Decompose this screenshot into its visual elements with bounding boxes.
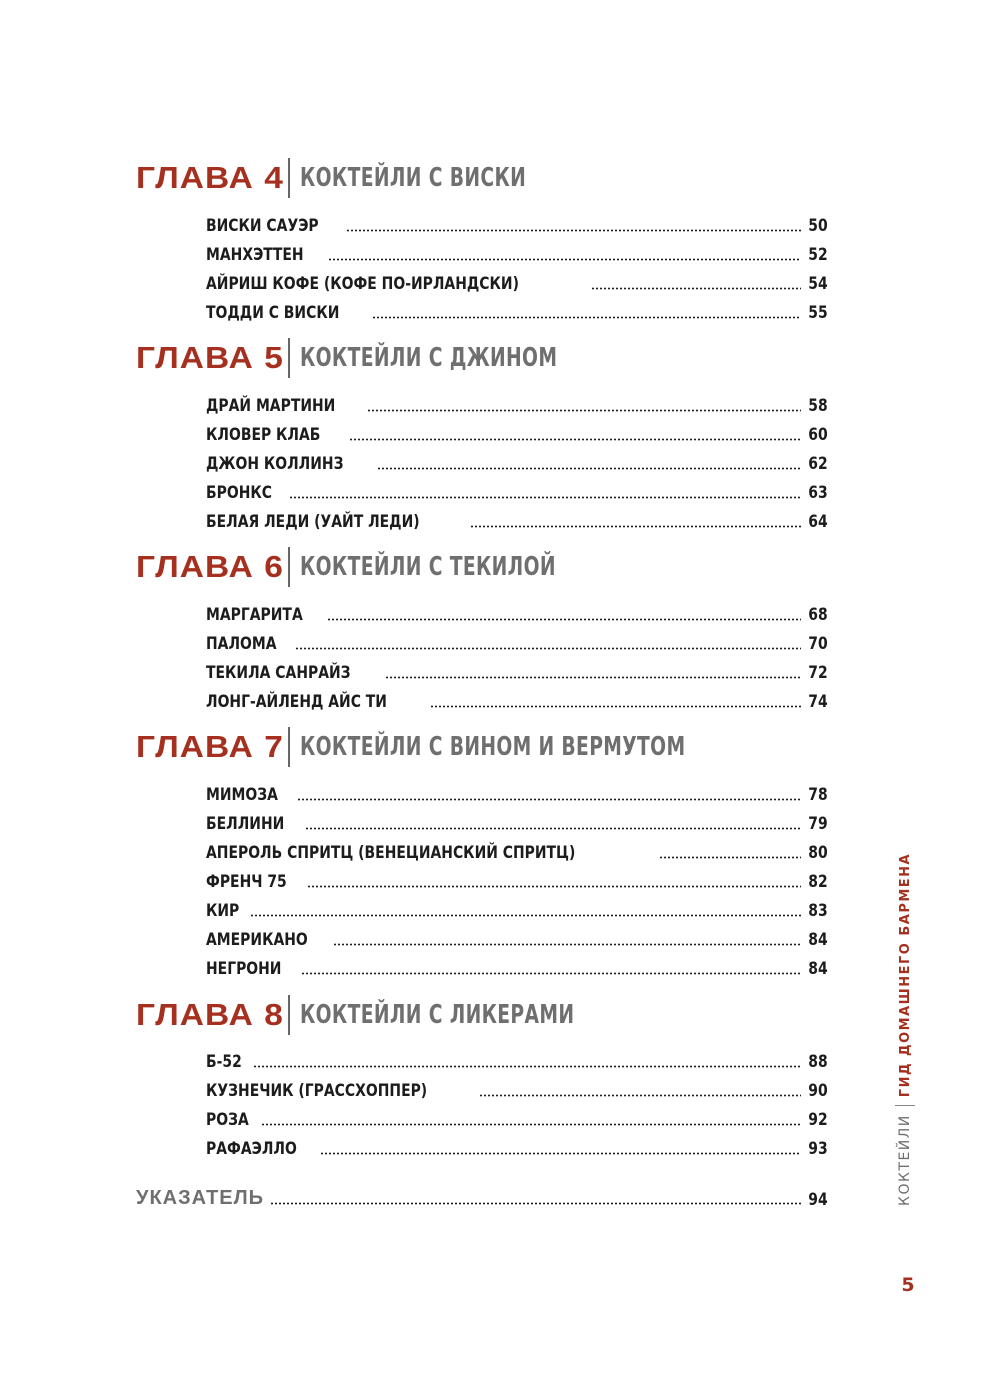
entry-title: АЙРИШ КОФЕ (КОФЕ ПО-ИРЛАНДСКИ) bbox=[206, 274, 519, 294]
entry-page: 55 bbox=[808, 303, 828, 323]
chapter-title: КОКТЕЙЛИ С ВИНОМ И ВЕРМУТОМ bbox=[299, 732, 685, 762]
dot-leader bbox=[320, 1152, 802, 1155]
entry-page: 60 bbox=[808, 425, 828, 445]
dot-leader bbox=[333, 943, 801, 946]
toc-entry[interactable] bbox=[206, 897, 828, 921]
dot-leader bbox=[289, 496, 801, 499]
entry-title: БРОНКС bbox=[206, 483, 272, 503]
entry-title: АМЕРИКАНО bbox=[206, 930, 308, 950]
toc-entry[interactable] bbox=[206, 241, 828, 265]
page-number: 5 bbox=[901, 1274, 915, 1296]
entry-title: ПАЛОМА bbox=[206, 634, 277, 654]
entry-page: 72 bbox=[808, 663, 828, 683]
entry-page: 79 bbox=[808, 814, 828, 834]
toc-entry[interactable] bbox=[206, 392, 828, 416]
entry-title: РОЗА bbox=[206, 1110, 249, 1130]
chapter-title: КОКТЕЙЛИ С ДЖИНОМ bbox=[299, 343, 557, 373]
toc-entry[interactable] bbox=[206, 270, 828, 294]
toc-entry[interactable] bbox=[206, 1106, 828, 1130]
entry-page: 90 bbox=[808, 1081, 828, 1101]
entry-page: 83 bbox=[808, 901, 828, 921]
chapter-title: КОКТЕЙЛИ С ВИСКИ bbox=[299, 163, 526, 193]
toc-entry[interactable] bbox=[206, 601, 828, 625]
index-page: 94 bbox=[808, 1190, 828, 1210]
chapter-8-heading[interactable] bbox=[136, 993, 681, 1037]
entry-title: Б-52 bbox=[206, 1052, 242, 1072]
entry-page: 92 bbox=[808, 1110, 828, 1130]
entry-page: 78 bbox=[808, 785, 828, 805]
dot-leader bbox=[479, 1094, 802, 1097]
entry-title: БЕЛЛИНИ bbox=[206, 814, 285, 834]
toc-entry[interactable] bbox=[206, 659, 828, 683]
chapter-4-heading[interactable] bbox=[136, 156, 614, 200]
entry-title: ДЖОН КОЛЛИНЗ bbox=[206, 454, 344, 474]
entry-page: 52 bbox=[808, 245, 828, 265]
index-label: УКАЗАТЕЛЬ bbox=[136, 1187, 265, 1209]
entry-title: ЛОНГ-АЙЛЕНД АЙС ТИ bbox=[206, 692, 387, 712]
entry-title: АПЕРОЛЬ СПРИТЦ (ВЕНЕЦИАНСКИЙ СПРИТЦ) bbox=[206, 843, 576, 863]
side-running-title bbox=[893, 853, 917, 1206]
side-book-title: КОКТЕЙЛИ bbox=[897, 1114, 913, 1206]
dot-leader bbox=[346, 229, 801, 232]
dot-leader bbox=[659, 856, 801, 859]
entry-title: МАНХЭТТЕН bbox=[206, 245, 304, 265]
dot-leader bbox=[327, 618, 801, 621]
entry-page: 93 bbox=[808, 1139, 828, 1159]
toc-entry[interactable] bbox=[206, 810, 828, 834]
chapter-6-heading[interactable] bbox=[136, 545, 655, 589]
entry-page: 58 bbox=[808, 396, 828, 416]
entry-title: ФРЕНЧ 75 bbox=[206, 872, 287, 892]
toc-entry[interactable] bbox=[206, 1135, 828, 1159]
toc-entry[interactable] bbox=[206, 212, 828, 236]
entry-page: 63 bbox=[808, 483, 828, 503]
entry-title: БЕЛАЯ ЛЕДИ (УАЙТ ЛЕДИ) bbox=[206, 512, 420, 532]
dot-leader bbox=[470, 525, 802, 528]
chapter-title: КОКТЕЙЛИ С ЛИКЕРАМИ bbox=[299, 1000, 574, 1030]
dot-leader bbox=[270, 1202, 801, 1205]
chapter-5-heading[interactable] bbox=[136, 336, 657, 380]
chapter-label: ГЛАВА 7 bbox=[136, 729, 284, 764]
entry-title: МИМОЗА bbox=[206, 785, 278, 805]
entry-page: 70 bbox=[808, 634, 828, 654]
toc-entry[interactable] bbox=[206, 450, 828, 474]
toc-entry[interactable] bbox=[206, 839, 828, 863]
dot-leader bbox=[253, 1065, 802, 1068]
chapter-7-heading[interactable] bbox=[136, 725, 835, 769]
dot-leader bbox=[385, 676, 801, 679]
index-entry[interactable] bbox=[136, 1184, 828, 1210]
toc-entry[interactable] bbox=[206, 1077, 828, 1101]
entry-page: 62 bbox=[808, 454, 828, 474]
dot-leader bbox=[301, 972, 801, 975]
toc-entry[interactable] bbox=[206, 630, 828, 654]
entry-page: 68 bbox=[808, 605, 828, 625]
dot-leader bbox=[591, 287, 802, 290]
side-divider bbox=[895, 1105, 915, 1106]
toc-entry[interactable] bbox=[206, 688, 828, 712]
dot-leader bbox=[367, 409, 802, 412]
dot-leader bbox=[377, 467, 802, 470]
entry-page: 82 bbox=[808, 872, 828, 892]
toc-entry[interactable] bbox=[206, 926, 828, 950]
entry-page: 84 bbox=[808, 959, 828, 979]
toc-entry[interactable] bbox=[206, 781, 828, 805]
toc-entry[interactable] bbox=[206, 299, 828, 323]
entry-title: КУЗНЕЧИК (ГРАССХОППЕР) bbox=[206, 1081, 428, 1101]
entry-title: МАРГАРИТА bbox=[206, 605, 303, 625]
entry-page: 80 bbox=[808, 843, 828, 863]
entry-title: ТЕКИЛА САНРАЙЗ bbox=[206, 663, 351, 683]
side-subtitle: ГИД ДОМАШНЕГО БАРМЕНА bbox=[897, 852, 913, 1098]
dot-leader bbox=[328, 258, 801, 261]
entry-title: ТОДДИ С ВИСКИ bbox=[206, 303, 340, 323]
entry-page: 84 bbox=[808, 930, 828, 950]
chapter-label: ГЛАВА 4 bbox=[136, 160, 284, 195]
dot-leader bbox=[307, 885, 801, 888]
toc-entry[interactable] bbox=[206, 421, 828, 445]
chapter-label: ГЛАВА 5 bbox=[136, 340, 284, 375]
entry-title: КЛОВЕР КЛАБ bbox=[206, 425, 321, 445]
entry-title: НЕГРОНИ bbox=[206, 959, 282, 979]
dot-leader bbox=[295, 647, 801, 650]
dot-leader bbox=[430, 705, 802, 708]
entry-title: ВИСКИ САУЭР bbox=[206, 216, 319, 236]
toc-entry[interactable] bbox=[206, 479, 828, 503]
entry-page: 88 bbox=[808, 1052, 828, 1072]
toc-entry[interactable] bbox=[206, 868, 828, 892]
entry-page: 54 bbox=[808, 274, 828, 294]
toc-entry[interactable] bbox=[206, 508, 828, 532]
chapter-title: КОКТЕЙЛИ С ТЕКИЛОЙ bbox=[299, 552, 556, 582]
chapter-label: ГЛАВА 8 bbox=[136, 997, 284, 1032]
toc-entry[interactable] bbox=[206, 955, 828, 979]
dot-leader bbox=[349, 438, 802, 441]
entry-title: РАФАЭЛЛО bbox=[206, 1139, 297, 1159]
chapter-label: ГЛАВА 6 bbox=[136, 549, 284, 584]
entry-page: 64 bbox=[808, 512, 828, 532]
entry-page: 74 bbox=[808, 692, 828, 712]
entry-title: КИР bbox=[206, 901, 240, 921]
toc-entry[interactable] bbox=[206, 1048, 828, 1072]
dot-leader bbox=[261, 1123, 801, 1126]
dot-leader bbox=[305, 827, 802, 830]
dot-leader bbox=[297, 798, 802, 801]
entry-title: ДРАЙ МАРТИНИ bbox=[206, 396, 336, 416]
entry-page: 50 bbox=[808, 216, 828, 236]
dot-leader bbox=[372, 316, 802, 319]
dot-leader bbox=[250, 914, 802, 917]
